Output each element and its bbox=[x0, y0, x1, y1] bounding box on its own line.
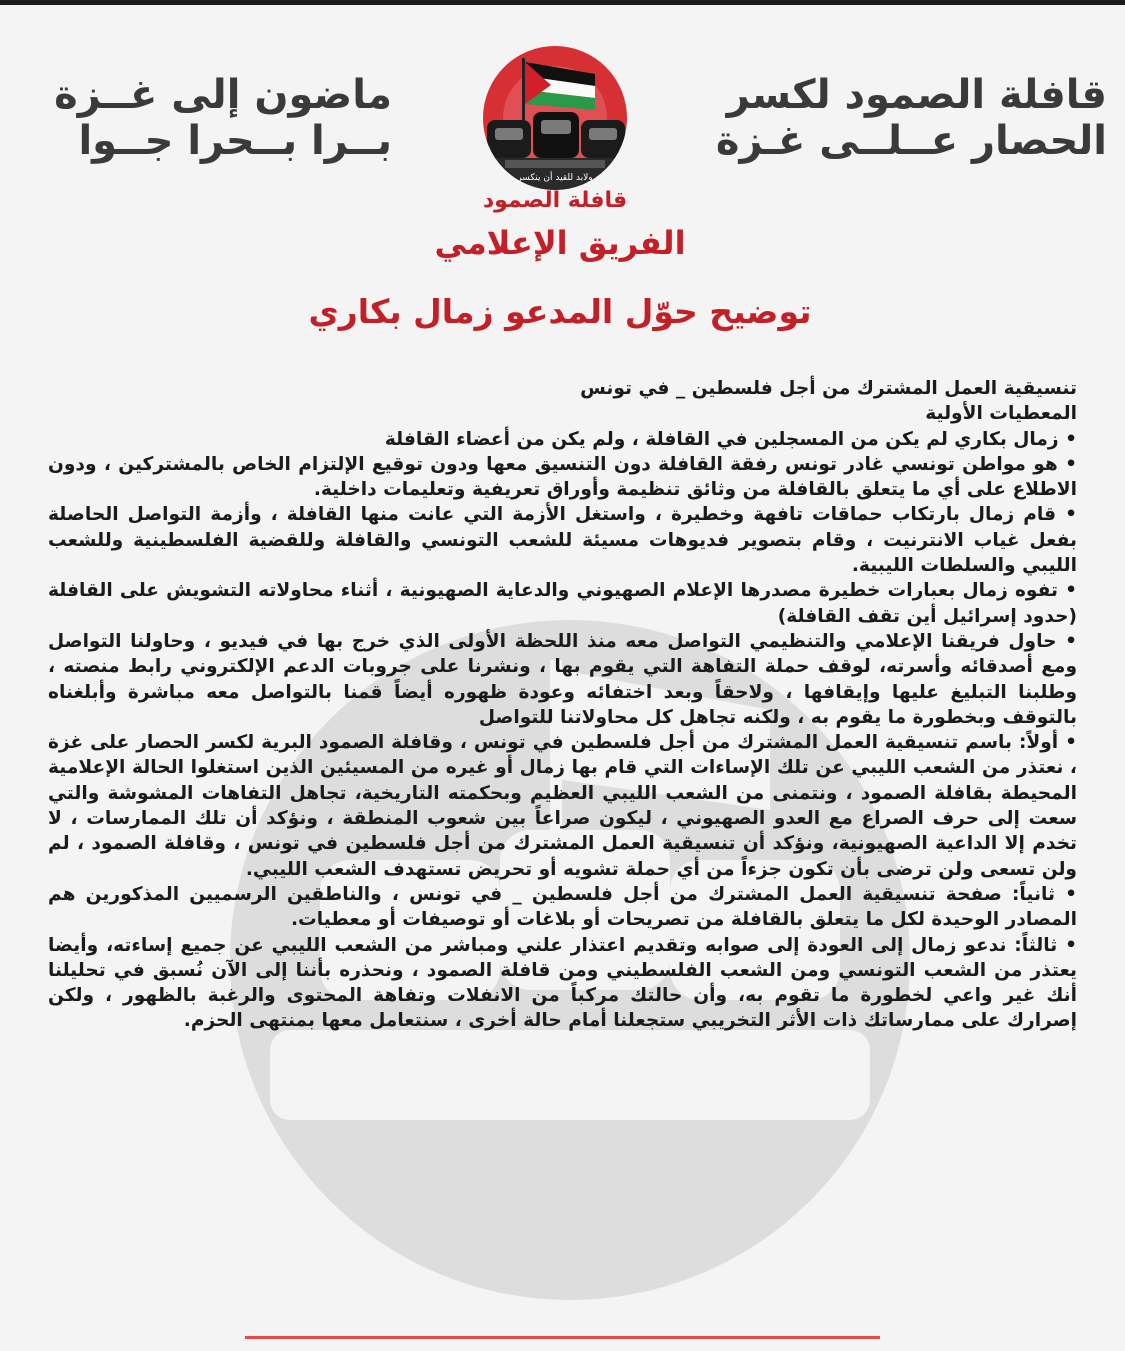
slogan-left bbox=[22, 72, 392, 164]
statement-paragraph: • هو مواطن تونسي غادر تونس رفقة القافلة دون التنسيق معها ودون توقيع الإلتزام الخاص بالمشتركين ، ودون الاطلاع على أي ما يتعلق بالقافلة من وثائق تنظيمة وأوراق تعريفية وتعليمات داخلية. bbox=[48, 453, 1077, 501]
slogan-right-line-1: قافلة الصمود لكسر bbox=[726, 72, 1107, 118]
top-rule bbox=[0, 0, 1125, 5]
slogan-right-line-2: الحصار عــلــى غـزة bbox=[715, 118, 1107, 164]
palestine-flag-convoy-logo-icon bbox=[475, 40, 635, 200]
statement-paragraph: • ثالثاً: ندعو زمال إلى العودة إلى صوابه وتقديم اعتذار علني ومباشر من الشعب الليبي عن جميع إساءته، وأيضا يعتذر من الشعب التونسي ومن الشعب الفلسطيني ومن قافلة الصمود ، ونحذره بأننا إلى الآن نُسبق في تحليلنا أنك غير واعي لخطورة ما تقوم به، وأن حالتك مركباً من الانفلات وتفاهة المحتوى والرغبة بالظهور ، ولكن إصرارك على ممارساتك ذات الأثر التخريبي ستجعلنا أمام حالة أخرى ، سنتعامل معها بمنتهى الحزم. bbox=[48, 934, 1077, 1032]
statement-paragraph: • قام زمال بارتكاب حماقات تافهة وخطيرة ، واستغل الأزمة التي عانت منها القافلة ، وأزمة التواصل الحاصلة بفعل غياب الانترنيت ، وقام بتصوير فديوهات مسيئة للشعب التونسي والقافلة وللقضية الفلسطينية وللشعب الليبي والسلطات الليبية. bbox=[48, 504, 1077, 577]
document-title: توضيح حوّل المدعو زمال بكاري bbox=[308, 292, 812, 331]
statement-paragraph: • حاول فريقنا الإعلامي والتنظيمي التواصل معه منذ اللحظة الأولى الذي خرج بها في فيديو ، وحاولنا التواصل ومع أصدقائه وأسرته، لوقف حملة التفاهة التي يقوم بها ، ونشرنا على جروبات الدعم الإلكتروني رابط منصته ، وطلبنا التبليغ عليها وإيقافها ، ولاحقاً وبعد اختفائه وعودة ظهوره أيضاً قمنا بالتواصل معه مباشرة وأبلغناه بالتوقف وبخطورة ما يقوم به ، ولكنه تجاهل كل محاولاتنا للتواصل bbox=[48, 630, 1077, 728]
statement-body bbox=[48, 376, 1077, 1034]
intro-heading: المعطيات الأولية bbox=[925, 403, 1077, 425]
statement-paragraph: • أولاً: باسم تنسيقية العمل المشترك من أجل فلسطين في تونس ، وقافلة الصمود البرية لكسر الحصار على غزة ، نعتذر من الشعب الليبي عن تلك الإساءات التي قام بها زمال أو غيره من المسيئين الذين استغلوا الحالة الإعلامية المحيطة بقافلة الصمود ، ونتمنى من الشعب الليبي العظيم وبحكمته التاريخية، تجاهل التفاهات المشوشة والتي سعت إلى حرف الصراع مع العدو الصهيوني ، ليكون صراعاً بين شعوب المنطقة ، ونؤكد أن تلك الممارسات ، لا تخدم إلا الداعية الصهيونية، ونؤكد أن تنسيقية العمل المشترك من أجل فلسطين في تونس ، وقافلة الصمود ، لم ولن تسعى ولن ترضى بأن تكون جزءاً من أي حملة تشويه أو تحريض تستهدف الشعب الليبي. bbox=[48, 732, 1077, 880]
statement-paragraph: • زمال بكاري لم يكن من المسجلين في القافلة ، ولم يكن من أعضاء القافلة bbox=[384, 428, 1077, 450]
logo-caption: قافلة الصمود bbox=[482, 188, 628, 213]
statement-paragraph: • تفوه زمال بعبارات خطيرة مصدرها الإعلام الصهيوني والدعاية الصهيونية ، أثناء محاولاته التشويش على القافلة (حدود إسرائيل أين تقف القافلة) bbox=[48, 580, 1077, 627]
statement-paragraph: • ثانياً: صفحة تنسيقية العمل المشترك من أجل فلسطين _ في تونس ، والناطقين الرسميين المذكورين هم المصادر الوحيدة لكل ما يتعلق بالقافلة من تصريحات أو بلاغات أو توصيفات أو معطيات. bbox=[48, 883, 1077, 931]
team-title: الفريق الإعلامي bbox=[434, 224, 686, 262]
slogan-left-line-2: بــرا بــحرا جــوا bbox=[78, 118, 392, 164]
org-line: تنسيقية العمل المشترك من أجل فلسطين _ في تونس bbox=[580, 378, 1077, 399]
slogan-left-line-1: ماضون إلى غــزة bbox=[54, 72, 392, 118]
logo-tagline: ولابد للقيد أن ينكسر bbox=[517, 173, 593, 183]
bottom-rule bbox=[245, 1336, 880, 1339]
slogan-right bbox=[716, 72, 1107, 164]
